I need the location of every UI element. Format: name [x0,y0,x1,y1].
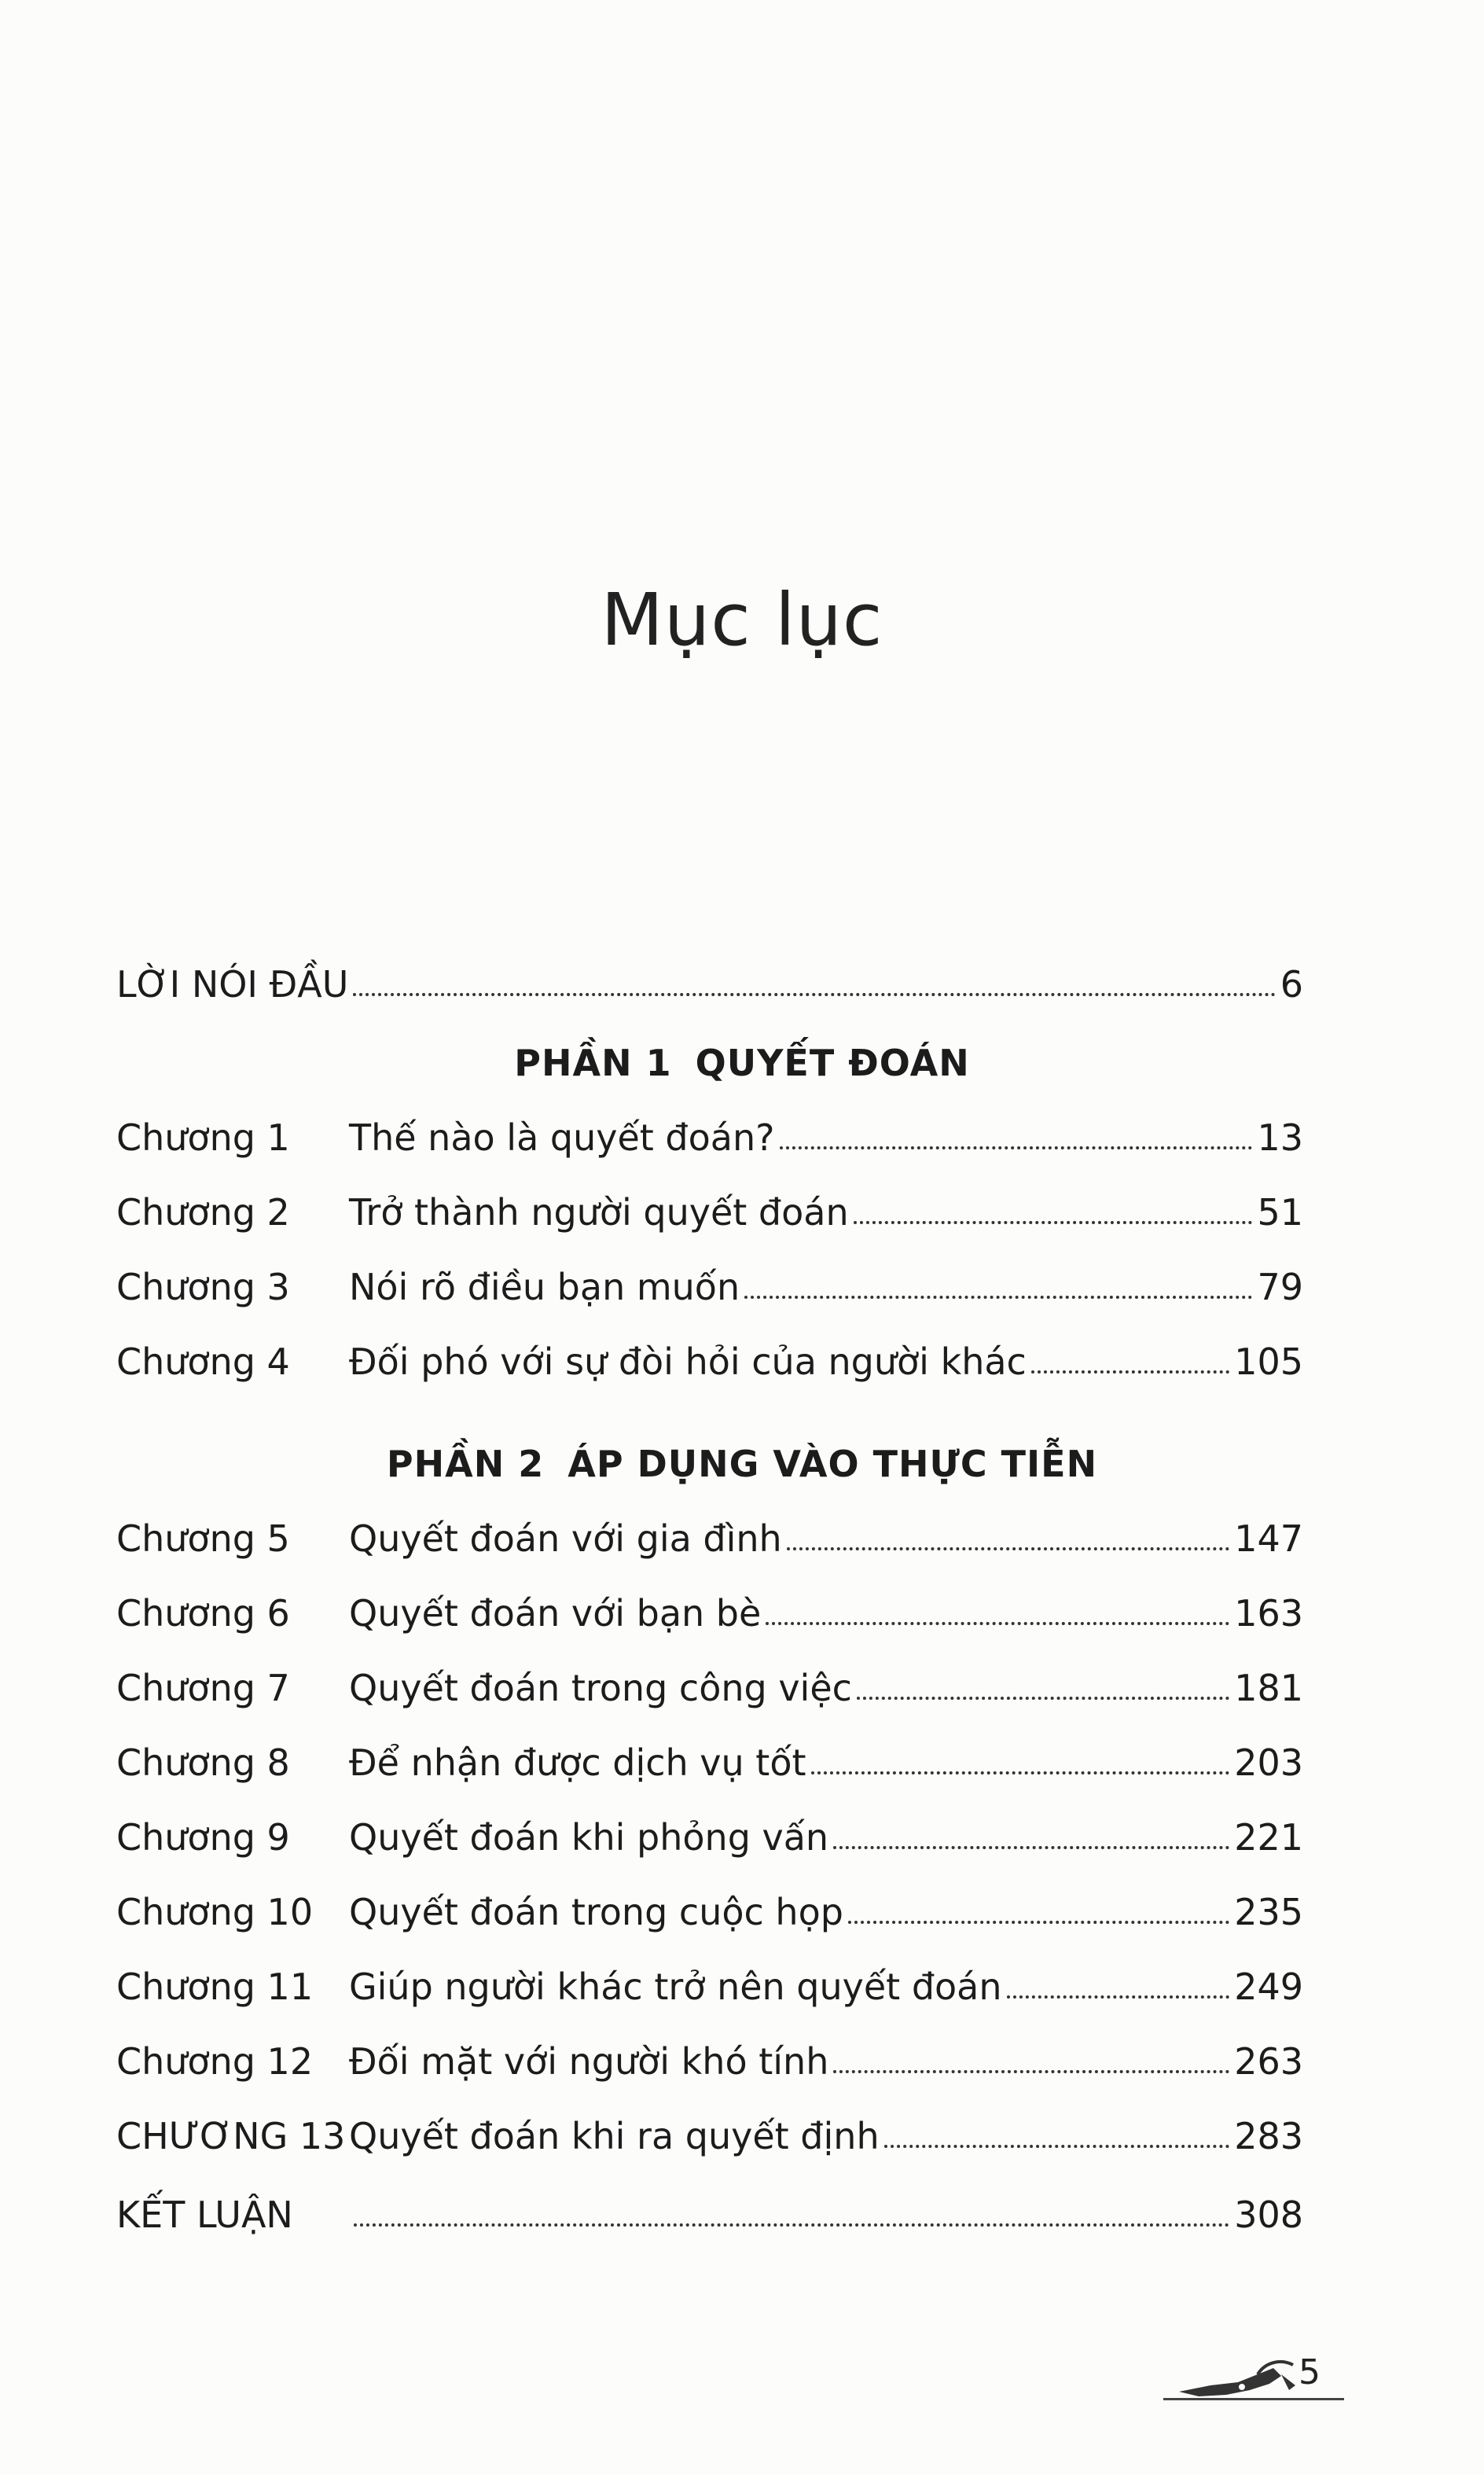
chapter-title: Đối mặt với người khó tính [349,2040,829,2083]
toc-entry-chapter-5 [116,1494,1303,1560]
chapter-title: Để nhận được dịch vụ tốt [349,1741,806,1784]
dot-leader [766,1622,1229,1625]
chapter-page: 147 [1234,1517,1303,1560]
chapter-page: 51 [1257,1191,1303,1234]
entry-page: 6 [1280,963,1303,1006]
chapter-label: Chương 8 [116,1741,290,1784]
dot-leader [854,1221,1253,1224]
chapter-label: Chương 7 [116,1667,290,1709]
toc-entry-chapter-13 [116,2091,1303,2157]
chapter-title: Quyết đoán khi phỏng vấn [349,1816,829,1859]
chapter-page: 79 [1257,1266,1303,1308]
chapter-title: Nói rõ điều bạn muốn [349,1266,740,1308]
entry-label: KẾT LUẬN [116,2194,293,2236]
chapter-page: 203 [1234,1741,1303,1784]
toc-entry-chapter-11 [116,1942,1303,2008]
toc-entry-chapter-4 [116,1317,1303,1383]
chapter-page: 221 [1234,1816,1303,1859]
toc-entry-chapter-6 [116,1568,1303,1635]
chapter-page: 13 [1257,1116,1303,1159]
dot-leader [884,2145,1230,2148]
chapter-title: Thế nào là quyết đoán? [349,1116,775,1159]
part-heading-2 [0,1443,1484,1485]
chapter-label: Chương 12 [116,2040,314,2083]
dot-leader [833,1846,1229,1849]
entry-page: 308 [1234,2194,1303,2236]
chapter-page: 163 [1234,1592,1303,1635]
chapter-label: Chương 2 [116,1191,290,1234]
dot-leader [780,1146,1253,1149]
chapter-page: 181 [1234,1667,1303,1709]
chapter-title: Trở thành người quyết đoán [349,1191,849,1234]
footer-rule [1163,2398,1344,2400]
dot-leader [833,2070,1229,2073]
chapter-label: Chương 10 [116,1891,314,1933]
chapter-label: Chương 11 [116,1966,314,2008]
dot-leader [354,2223,1229,2227]
chapter-label: Chương 1 [116,1116,290,1159]
chapter-title: Quyết đoán khi ra quyết định [349,2115,880,2157]
toc-entry-chapter-1 [116,1093,1303,1159]
chapter-page: 249 [1234,1966,1303,2008]
dot-leader [1007,1995,1230,1999]
part-name: ÁP DỤNG VÀO THỰC TIỄN [568,1443,1098,1485]
page-number: 5 [1298,2352,1321,2392]
toc-entry-chapter-2 [116,1168,1303,1234]
toc-entry-conclusion [116,2170,1303,2236]
chapter-page: 263 [1234,2040,1303,2083]
chapter-page: 283 [1234,2115,1303,2157]
dot-leader [744,1296,1252,1299]
dot-leader [857,1697,1229,1700]
page-title: Mục lục [601,578,883,662]
chapter-title: Quyết đoán với bạn bè [349,1592,762,1635]
chapter-title: Quyết đoán trong công việc [349,1667,852,1709]
part-heading-1 [0,1042,1484,1084]
toc-entry-chapter-9 [116,1793,1303,1859]
chapter-title: Giúp người khác trở nên quyết đoán [349,1966,1002,2008]
dot-leader [811,1771,1230,1774]
part-number: PHẦN 1 [514,1042,672,1084]
toc-entry-chapter-7 [116,1643,1303,1709]
chapter-label: CHƯƠNG 13 [116,2115,346,2157]
toc-entry-preface [116,940,1303,1006]
toc-entry-chapter-10 [116,1867,1303,1933]
chapter-page: 105 [1234,1340,1303,1383]
chapter-page: 235 [1234,1891,1303,1933]
toc-entry-chapter-3 [116,1242,1303,1308]
dot-leader [353,993,1275,996]
dot-leader [787,1547,1229,1550]
entry-label: LỜI NÓI ĐẦU [116,963,349,1006]
toc-entry-chapter-8 [116,1718,1303,1784]
chapter-label: Chương 9 [116,1816,290,1859]
toc-entry-chapter-12 [116,2017,1303,2083]
chapter-label: Chương 3 [116,1266,290,1308]
dot-leader [848,1921,1229,1924]
part-name: QUYẾT ĐOÁN [695,1042,970,1084]
chapter-label: Chương 6 [116,1592,290,1635]
chapter-title: Quyết đoán trong cuộc họp [349,1891,843,1933]
chapter-title: Quyết đoán với gia đình [349,1517,782,1560]
chapter-label: Chương 5 [116,1517,290,1560]
chapter-label: Chương 4 [116,1340,290,1383]
dot-leader [1031,1370,1229,1374]
part-number: PHẦN 2 [386,1443,545,1485]
chapter-title: Đối phó với sự đòi hỏi của người khác [349,1340,1027,1383]
